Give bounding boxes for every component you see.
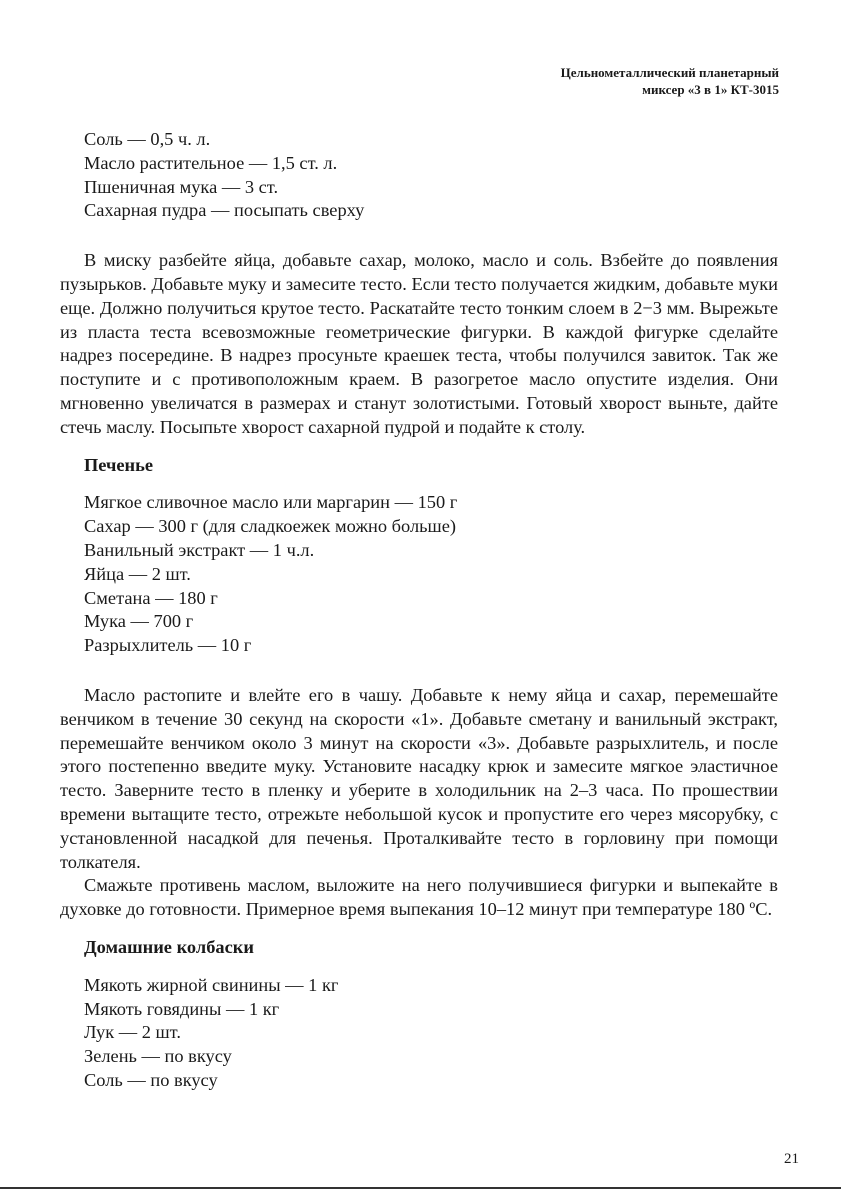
running-header [561, 64, 779, 98]
ingredient-item: Яйца — 2 шт. [84, 563, 191, 584]
header-line-1: Цельнометаллический планетарный [560, 65, 779, 80]
ingredient-item: Лук — 2 шт. [84, 1022, 181, 1043]
ingredient-item: Сметана — 180 г [84, 587, 218, 608]
page-number: 21 [784, 1151, 799, 1167]
ingredient-item: Сахарная пудра — посыпать сверху [84, 200, 365, 221]
ingredient-list-cookies [60, 491, 778, 658]
bottom-rule [0, 1187, 841, 1189]
ingredient-item: Мягкое сливочное масло или маргарин — 150 г [84, 492, 458, 513]
section-title-cookies: Печенье [84, 454, 154, 475]
ingredient-item: Пшеничная мука — 3 ст. [84, 176, 279, 197]
ingredient-item: Соль — по вкусу [84, 1069, 218, 1090]
header-line-2: миксер «3 в 1» КТ-3015 [642, 82, 779, 97]
ingredient-item: Мякоть жирной свинины — 1 кг [84, 974, 339, 995]
ingredient-item: Соль — 0,5 ч. л. [84, 129, 211, 149]
recipe-paragraph-khvorost: В миску разбейте яйца, добавьте сахар, молоко, масло и соль. Взбейте до появления пузырьков. Добавьте муку и замесите тесто. Если тесто получается жидким, добавьте муки еще. Должно получиться крутое тесто. Раскатайте тесто тонким слоем в 2−3 мм. Вырежьте из пласта теста всевозможные геометрические фигурки. В каждой фигурке сделайте надрез посередине. В надрез просуньте краешек теста, чтобы получился завиток. Так же поступите и с противоположным краем. В разогретое масло опустите изделия. Они мгновенно увеличатся в размерах и станут золотистыми. Готовый хворост выньте, дайте стечь маслу. Посыпьте хворост сахарной пудрой и подайте к столу. [60, 250, 778, 437]
section-title-sausages: Домашние колбаски [84, 936, 254, 957]
ingredient-item: Разрыхлитель — 10 г [84, 635, 252, 656]
recipe-paragraph-cookies-2: Смажьте противень маслом, выложите на него получившиеся фигурки и выпекайте в духовке до готовности. Примерное время выпекания 10–12 минут при температуре 180 ºС. [60, 875, 778, 920]
ingredient-item: Сахар — 300 г (для сладкоежек можно больше) [84, 516, 457, 537]
ingredient-item: Мякоть говядины — 1 кг [84, 998, 280, 1019]
ingredient-item: Зелень — по вкусу [84, 1046, 232, 1067]
ingredient-item: Ванильный экстракт — 1 ч.л. [84, 539, 315, 560]
ingredient-list-top [60, 128, 778, 223]
ingredient-item: Масло растительное — 1,5 ст. л. [84, 152, 338, 173]
recipe-paragraph-cookies-1: Масло растопите и влейте его в чашу. Добавьте к нему яйца и сахар, перемешайте венчиком в течение 30 секунд на скорости «1». Добавьте сметану и ванильный экстракт, перемешайте венчиком около 3 минут на скорости «3». Добавьте разрыхлитель, и после этого постепенно введите муку. Установите насадку крюк и замесите мягкое эластичное тесто. Заверните тесто в пленку и уберите в холодильник на 2–3 часа. По прошествии времени вытащите тесто, отрежьте небольшой кусок и пропустите его через мясорубку, с установленной насадкой для печенья. Проталкивайте тесто в горловину при помощи толкателя. [60, 684, 778, 872]
page-content [60, 128, 778, 1093]
ingredient-list-sausages [60, 974, 778, 1093]
ingredient-item: Мука — 700 г [84, 611, 194, 632]
